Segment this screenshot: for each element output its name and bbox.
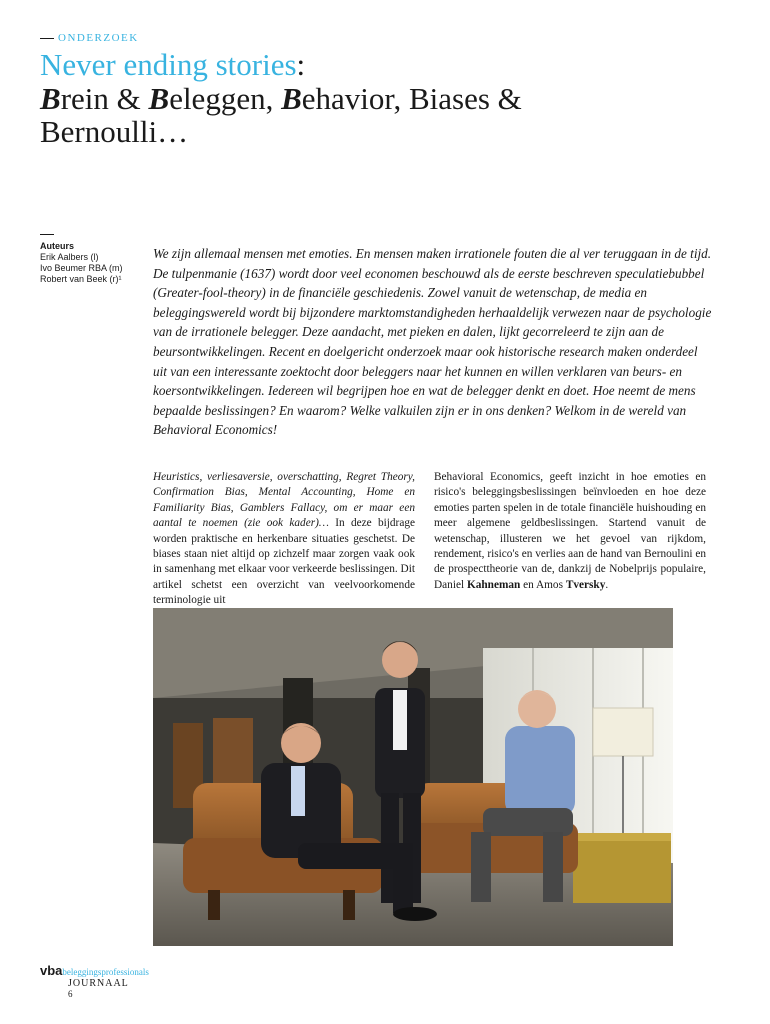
- section-label-text: ONDERZOEK: [58, 32, 139, 44]
- body-text: Behavioral Economics, geeft inzicht in hoe emoties en risico's beleggingsbeslissingen beïnvloeden en hoe deze emoties parten spelen in de totale financiële huishouding en meer algemene geldbeslissingen. Startend vanuit de wetenschap, illusteren we het gevoel van rijkdom, rendement, risico's en verlies aan de hand van Bernoulini en de prospecttheorie van de, dankzij de Nobelprijs populaire, Daniel: [434, 471, 706, 591]
- title-initial: B: [148, 81, 170, 116]
- title-line-2: [40, 82, 740, 115]
- vba-logo: vba: [40, 963, 63, 978]
- title-word: eleggen,: [169, 81, 282, 116]
- title-main: Never ending stories: [40, 47, 297, 82]
- body-text: en Amos: [520, 578, 566, 591]
- section-dash: [40, 38, 54, 39]
- page-footer: [40, 962, 149, 999]
- footer-subtitle: beleggingsprofessionals: [62, 967, 149, 977]
- author-name: Robert van Beek (r)¹: [40, 274, 122, 284]
- title-line-3: Bernoulli…: [40, 114, 189, 149]
- title-colon: :: [296, 47, 306, 82]
- authors-block: [40, 234, 150, 285]
- title-initial: B: [281, 81, 302, 116]
- intro-paragraph: We zijn allemaal mensen met emoties. En mensen maken irrationele fouten die al ver teruggaan in de tijd. De tulpenmanie (1637) wordt door veel economen beschouwd als de eerste beschreven speculatiebubbel (Greater-fool-theory) in de financiële geschiedenis. Zowel vanuit de wetenschap, de media en beleggingswereld wordt bij bijzondere marktomstandigheden herhaaldelijk verwezen naar de psychologie van de irrationele belegger. Deze aandacht, met pieken en dalen, lijkt gecorreleerd te zijn aan de beursontwikkelingen. Recent en doelgericht onderzoek maar ook historische research maken onderdeel uit van een interessante zoektocht door beleggers naar het kunnen en willen verklaren van beurs- en koersontwikkelingen. Iedereen wil begrijpen hoe en wat de belegger denkt en doet. Hoe neemt de mens bepaalde beslissingen? En waarom? Welke valkuilen zijn er in ons denken? Welkom in de wereld van Behavioral Economics!: [153, 246, 712, 438]
- author-name: Ivo Beumer RBA (m): [40, 263, 123, 273]
- article-title: [40, 48, 740, 148]
- body-text: .: [605, 578, 609, 591]
- photo-illustration: [153, 608, 673, 946]
- body-text: In deze bijdrage worden praktische en herkenbare situaties geschetst. De biases staan niet altijd op zichzelf maar zorgen vaak ook in samenhang met elkaar voor verkeerde beslissingen. Dit artikel schetst een overzicht van veelvoorkomende terminologie uit: [153, 517, 415, 607]
- title-word: rein &: [60, 81, 149, 116]
- body-column-right: [434, 470, 706, 593]
- title-line-1: [40, 48, 740, 82]
- author-name: Erik Aalbers (l): [40, 252, 99, 262]
- footer-journal: JOURNAAL: [68, 978, 129, 989]
- title-initial: B: [40, 81, 61, 116]
- authors-photo: [153, 608, 673, 946]
- name-kahneman: Kahneman: [466, 578, 521, 591]
- authors-dash: [40, 234, 54, 235]
- page-number: 6: [68, 989, 73, 999]
- body-italic-terms: Heuristics, verliesaversie, overschatting, Regret Theory, Confirmation Bias, Mental Accounting, Home en Familiarity Bias, Gamblers Fallacy, om er maar een aantal te noemen (zie ook kader)…: [153, 471, 415, 530]
- title-word: ehavior, Biases &: [301, 81, 522, 116]
- authors-heading: Auteurs: [40, 241, 75, 251]
- body-column-left: [153, 470, 415, 609]
- section-label: [40, 32, 139, 44]
- name-tversky: Tversky: [565, 578, 606, 591]
